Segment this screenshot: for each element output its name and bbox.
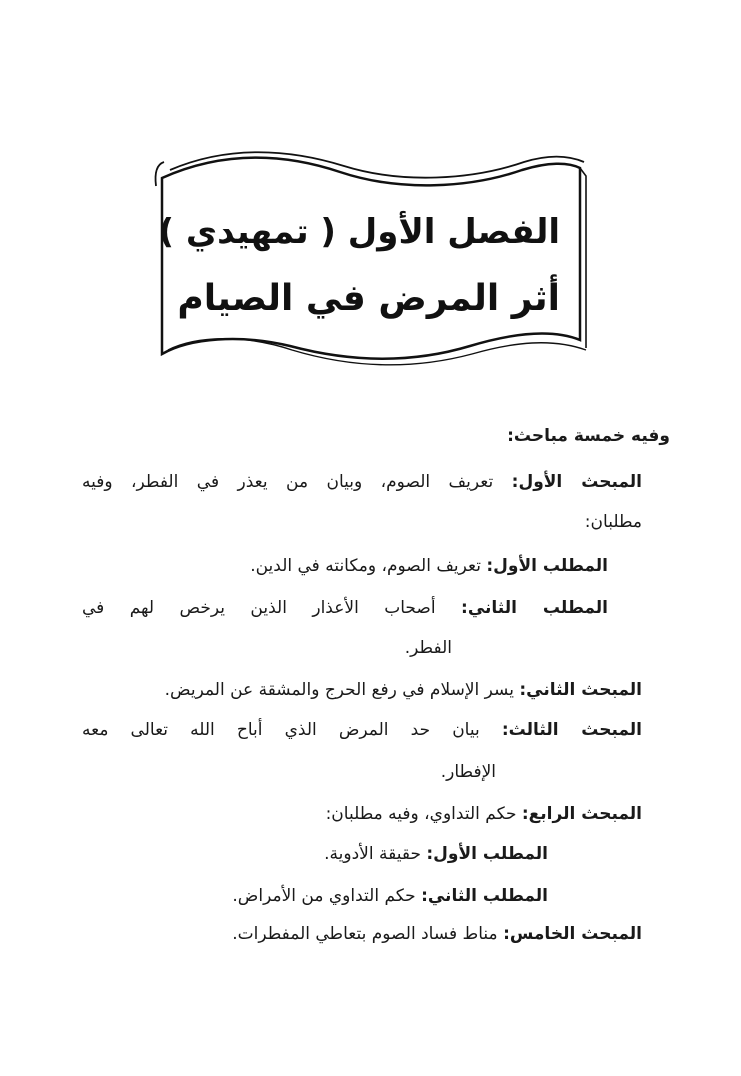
- list-item: [165, 678, 642, 702]
- chapter-title: الفصل الأول ( تمهيدي ): [158, 212, 560, 252]
- list-item: [82, 596, 608, 620]
- item-text: حقيقة الأدوية.: [324, 844, 421, 864]
- item-text: بيان حد المرض الذي أباح الله تعالى معه: [82, 720, 480, 740]
- item-text: مناط فساد الصوم بتعاطي المفطرات.: [232, 924, 498, 944]
- list-item: [326, 802, 642, 826]
- item-label: المبحث الأول:: [511, 472, 643, 492]
- item-label: المبحث الرابع:: [521, 804, 642, 824]
- item-text: أصحاب الأعذار الذين يرخص لهم في: [82, 598, 436, 618]
- item-text: تعريف الصوم، وبيان من يعذر في الفطر، وفيه: [82, 472, 494, 492]
- item-text: حكم التداوي من الأمراض.: [232, 886, 416, 906]
- item-label: المطلب الثاني:: [421, 886, 548, 906]
- item-label: المطلب الأول:: [426, 844, 548, 864]
- item-label: المطلب الثاني:: [461, 598, 608, 618]
- list-item: [324, 842, 548, 866]
- item-label: المبحث الثاني:: [519, 680, 642, 700]
- item-continuation: الإفطار.: [440, 762, 496, 782]
- contents-intro: وفيه خمسة مباحث:: [507, 426, 670, 446]
- list-item: [82, 718, 642, 742]
- list-item: [250, 554, 608, 578]
- item-label: المطلب الأول:: [486, 556, 608, 576]
- chapter-banner: [150, 150, 590, 370]
- item-label: المبحث الثالث:: [501, 720, 642, 740]
- item-continuation: مطلبان:: [584, 512, 642, 532]
- list-item: [232, 922, 642, 946]
- item-text: يسر الإسلام في رفع الحرج والمشقة عن المريض.: [164, 680, 514, 700]
- item-text: حكم التداوي، وفيه مطلبان:: [325, 804, 517, 824]
- list-item: [82, 470, 642, 494]
- item-text: تعريف الصوم، ومكانته في الدين.: [250, 556, 481, 576]
- item-label: المبحث الخامس:: [503, 924, 642, 944]
- scroll-frame-graphic: [150, 150, 590, 370]
- chapter-subtitle: أثر المرض في الصيام: [177, 278, 560, 319]
- item-continuation: الفطر.: [404, 638, 452, 658]
- list-item: [232, 884, 548, 908]
